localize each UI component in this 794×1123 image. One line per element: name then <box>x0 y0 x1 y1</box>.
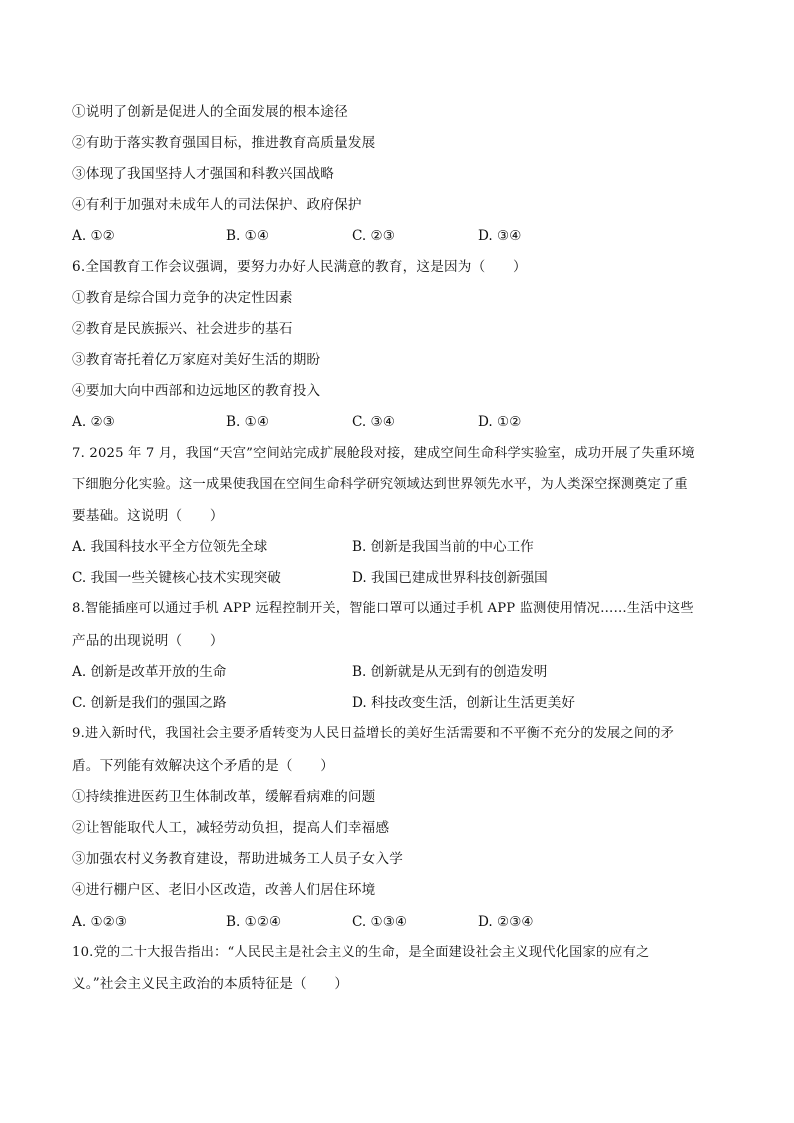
q7-option-a: A. 我国科技水平全方位领先全球 <box>72 539 268 555</box>
q10-stem-line-2: 义。”社会主义民主政治的本质特征是（ ） <box>72 976 349 992</box>
q8-option-d: D. 科技改变生活，创新让生活更美好 <box>352 695 575 711</box>
q5-statement-1: ①说明了创新是促进人的全面发展的根本途径 <box>72 104 348 120</box>
q7-option-b: B. 创新是我国当前的中心工作 <box>352 539 534 555</box>
q9-option-a: A. ①②③ <box>72 914 128 930</box>
q9-statement-3: ③加强农村义务教育建设，帮助进城务工人员子女入学 <box>72 851 404 867</box>
q8-option-b: B. 创新就是从无到有的创造发明 <box>352 664 548 680</box>
q5-statement-2: ②有助于落实教育强国目标，推进教育高质量发展 <box>72 135 376 151</box>
q6-statement-4: ④要加大向中西部和边远地区的教育投入 <box>72 383 321 399</box>
q6-option-d: D. ①② <box>478 414 522 430</box>
q9-statement-2: ②让智能取代人工，减轻劳动负担，提高人们幸福感 <box>72 820 390 836</box>
q8-stem-line-2: 产品的出现说明（ ） <box>72 633 224 649</box>
q5-option-b: B. ①④ <box>226 228 270 244</box>
q7-option-d: D. 我国已建成世界科技创新强国 <box>352 570 548 586</box>
q6-statement-2: ②教育是民族振兴、社会进步的基石 <box>72 321 293 337</box>
q5-option-a: A. ①② <box>72 228 115 244</box>
q6-option-b: B. ①④ <box>226 414 270 430</box>
q6-statement-3: ③教育寄托着亿万家庭对美好生活的期盼 <box>72 352 321 368</box>
q9-stem-line-1: 9.进入新时代，我国社会主要矛盾转变为人民日益增长的美好生活需要和不平衡不充分的发展之间的矛 <box>72 726 675 741</box>
q8-stem-line-1: 8.智能插座可以通过手机 APP 远程控制开关，智能口罩可以通过手机 APP 监测使用情况……生活中这些 <box>72 601 694 616</box>
q5-option-c: C. ②③ <box>352 228 395 244</box>
q9-statement-4: ④进行棚户区、老旧小区改造，改善人们居住环境 <box>72 882 376 898</box>
q8-option-a: A. 创新是改革开放的生命 <box>72 664 227 680</box>
q6-stem: 6.全国教育工作会议强调，要努力办好人民满意的教育，这是因为（ ） <box>72 259 527 275</box>
q9-option-b: B. ①②④ <box>226 914 282 930</box>
q9-option-c: C. ①③④ <box>352 914 408 930</box>
q8-option-c: C. 创新是我们的强国之路 <box>72 695 227 711</box>
q5-option-d: D. ③④ <box>478 228 522 244</box>
q9-statement-1: ①持续推进医药卫生体制改革，缓解看病难的问题 <box>72 789 376 805</box>
q7-option-c: C. 我国一些关键核心技术实现突破 <box>72 570 281 586</box>
q6-statement-1: ①教育是综合国力竞争的决定性因素 <box>72 290 293 306</box>
q10-stem-line-1: 10.党的二十大报告指出：“人民民主是社会主义的生命，是全面建设社会主义现代化国家的应有之 <box>72 945 650 960</box>
q7-stem-line-1: 7. 2025 年 7 月，我国“天宫”空间站完成扩展舱段对接，建成空间生命科学实验室，成功开展了失重环境 <box>72 446 695 461</box>
q6-option-a: A. ②③ <box>72 414 115 430</box>
q9-option-d: D. ②③④ <box>478 914 534 930</box>
q7-stem-line-3: 要基础。这说明（ ） <box>72 508 224 524</box>
q9-stem-line-2: 盾。下列能有效解决这个矛盾的是（ ） <box>72 758 335 774</box>
q7-stem-line-2: 下细胞分化实验。这一成果使我国在空间生命科学研究领域达到世界领先水平，为人类深空探测奠定了重 <box>72 477 688 492</box>
q5-statement-4: ④有利于加强对未成年人的司法保护、政府保护 <box>72 197 362 213</box>
q6-option-c: C. ③④ <box>352 414 395 430</box>
q5-statement-3: ③体现了我国坚持人才强国和科教兴国战略 <box>72 166 335 182</box>
